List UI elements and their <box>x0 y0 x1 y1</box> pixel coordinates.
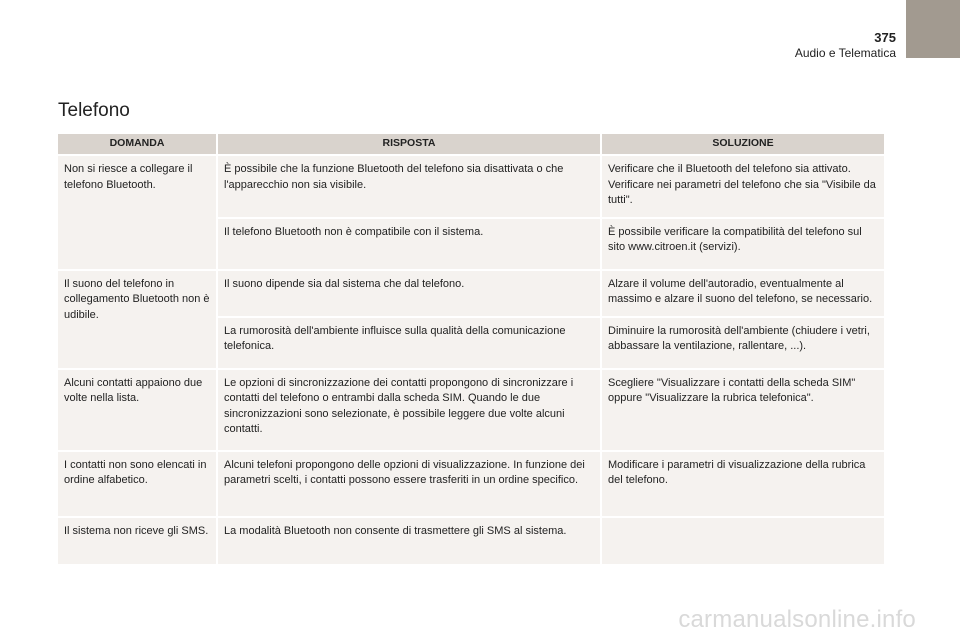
soluzione-cell: Scegliere "Visualizzare i contatti della scheda SIM" oppure "Visualizzare la rubrica telefonica". <box>602 370 884 450</box>
domanda-cell: Non si riesce a collegare il telefono Bluetooth. <box>58 156 216 269</box>
risposta-cell: Il suono dipende sia dal sistema che dal telefono. <box>218 271 600 316</box>
column-header-domanda: DOMANDA <box>58 134 216 154</box>
risposta-cell: Alcuni telefoni propongono delle opzioni di visualizzazione. In funzione dei parametri scelti, i contatti possono essere trasferiti in un ordine specifico. <box>218 452 600 516</box>
domanda-cell: I contatti non sono elencati in ordine alfabetico. <box>58 452 216 516</box>
chapter-tab-marker <box>906 0 960 58</box>
soluzione-cell: Alzare il volume dell'autoradio, eventualmente al massimo e alzare il suono del telefono, se necessario. <box>602 271 884 316</box>
column-header-risposta: RISPOSTA <box>218 134 600 154</box>
table-header-row <box>58 134 884 154</box>
risposta-cell: La modalità Bluetooth non consente di trasmettere gli SMS al sistema. <box>218 518 600 564</box>
soluzione-cell: È possibile verificare la compatibilità del telefono sul sito www.citroen.it (servizi). <box>602 219 884 269</box>
column-header-soluzione: SOLUZIONE <box>602 134 884 154</box>
soluzione-cell: Verificare che il Bluetooth del telefono sia attivato. Verificare nei parametri del telefono che sia "Visibile da tutti". <box>602 156 884 217</box>
section-name: Audio e Telematica <box>794 46 896 60</box>
soluzione-cell <box>602 518 884 564</box>
risposta-cell: La rumorosità dell'ambiente influisce sulla qualità della comunicazione telefonica. <box>218 318 600 368</box>
table-row <box>58 452 884 516</box>
page-title: Telefono <box>58 100 130 121</box>
domanda-cell: Il sistema non riceve gli SMS. <box>58 518 216 564</box>
risposta-cell: È possibile che la funzione Bluetooth del telefono sia disattivata o che l'apparecchio non sia visibile. <box>218 156 600 217</box>
domanda-cell: Il suono del telefono in collegamento Bluetooth non è udibile. <box>58 271 216 368</box>
soluzione-cell: Diminuire la rumorosità dell'ambiente (chiudere i vetri, abbassare la ventilazione, rallentare, ...). <box>602 318 884 368</box>
soluzione-cell: Modificare i parametri di visualizzazione della rubrica del telefono. <box>602 452 884 516</box>
table-row <box>58 370 884 450</box>
troubleshooting-table <box>56 132 886 566</box>
table-row <box>58 271 884 316</box>
table-row <box>58 518 884 564</box>
domanda-cell: Alcuni contatti appaiono due volte nella lista. <box>58 370 216 450</box>
risposta-cell: Le opzioni di sincronizzazione dei contatti propongono di sincronizzare i contatti del telefono o entrambi dalla scheda SIM. Quando le due sincronizzazioni sono selezionate, è possibile leggere due volte alcuni contatti. <box>218 370 600 450</box>
table-row <box>58 156 884 217</box>
page-number: 375 <box>874 30 896 45</box>
watermark: carmanualsonline.info <box>678 606 916 633</box>
risposta-cell: Il telefono Bluetooth non è compatibile con il sistema. <box>218 219 600 269</box>
